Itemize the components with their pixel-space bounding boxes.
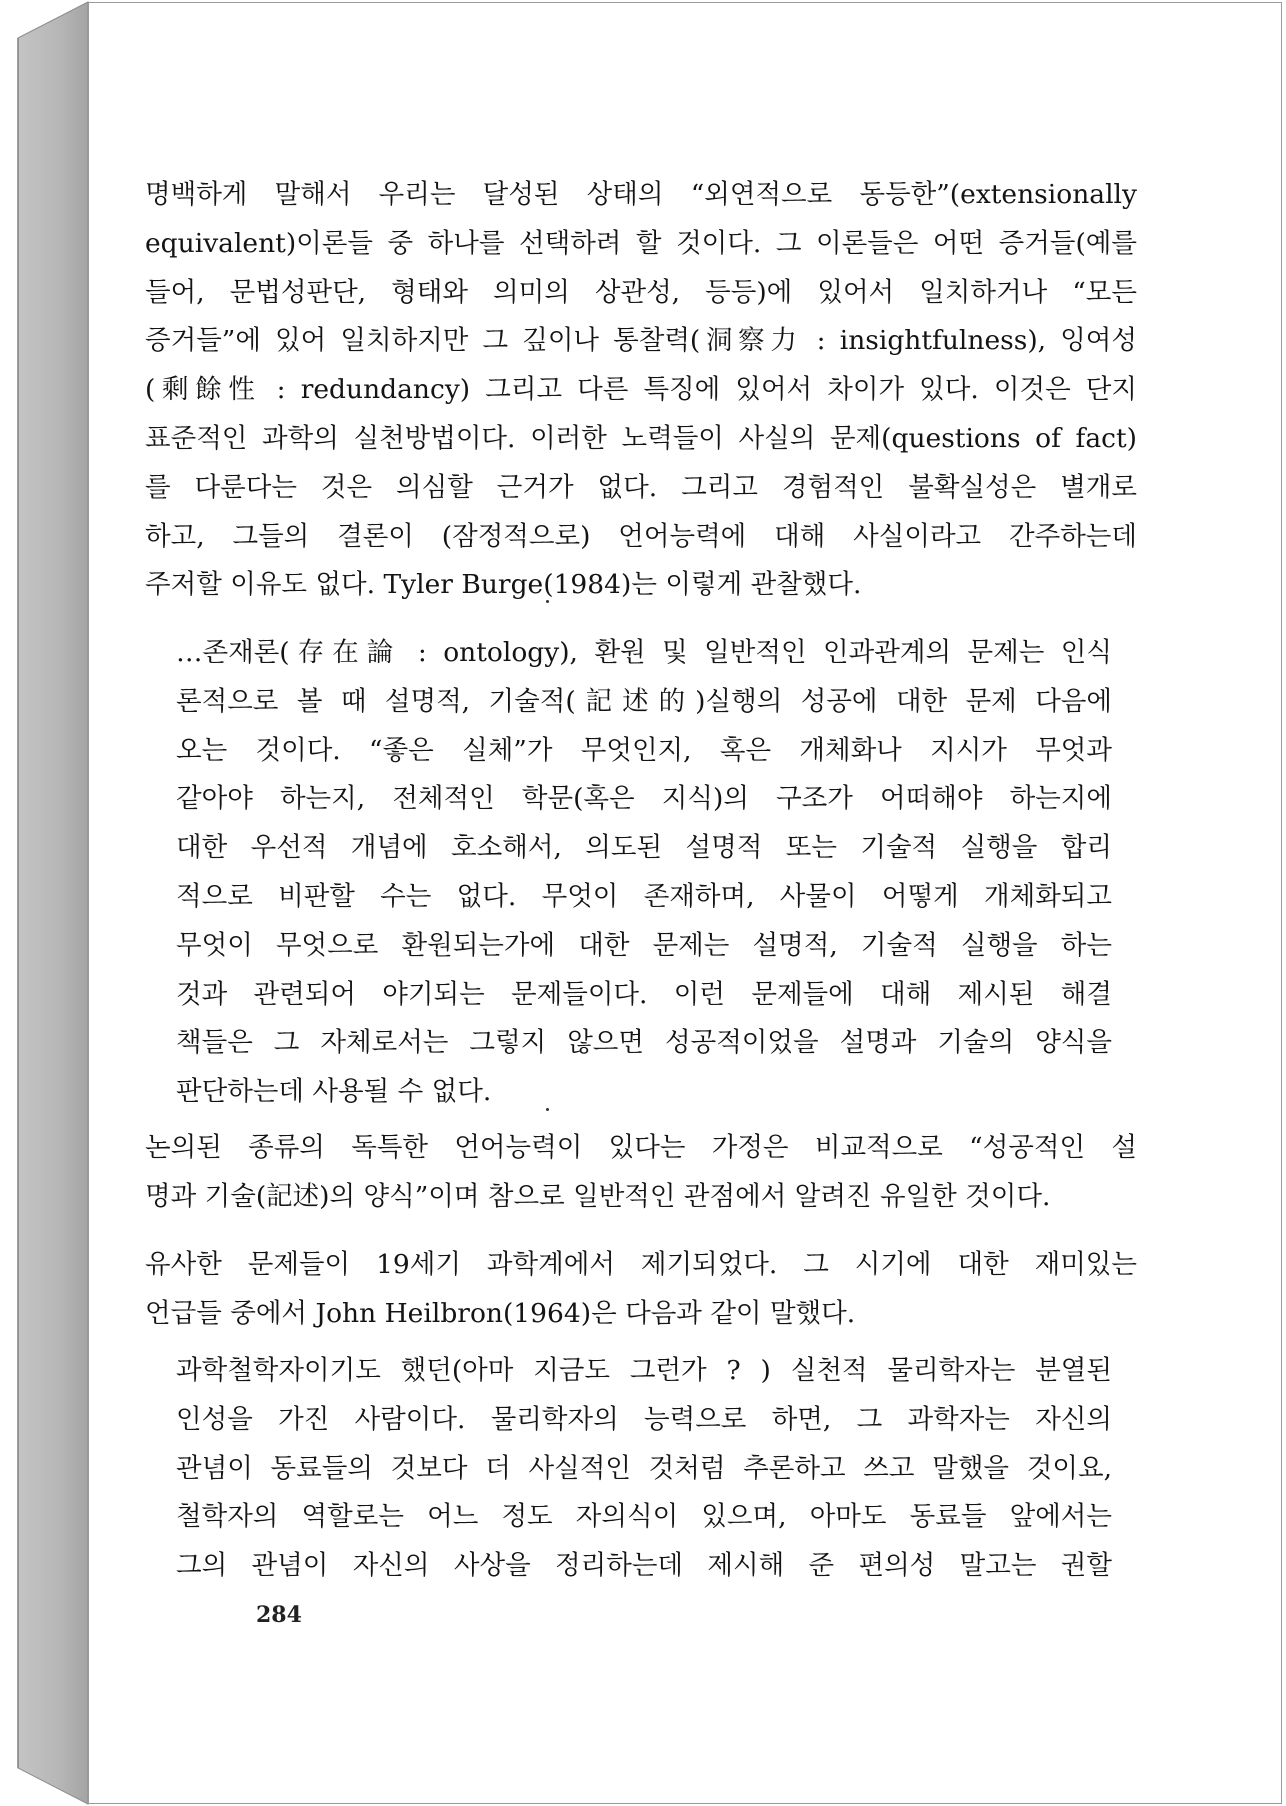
text-line: 오는 것이다. “좋은 실체”가 무엇인지, 혹은 개체화나 지시가 무엇과 (176, 734, 1112, 766)
text-line: 판단하는데 사용될 수 없다. (176, 1076, 492, 1108)
text-line: 것과 관련되어 야기되는 문제들이다. 이런 문제들에 대해 제시된 해결 (176, 978, 1112, 1010)
paragraph-3 (145, 1241, 1137, 1339)
text-line: 하고, 그들의 결론이 (잠정적으로) 언어능력에 대해 사실이라고 간주하는데 (145, 520, 1137, 552)
text-line: 주저할 이유도 없다. Tyler Burge(1984)는 이렇게 관찰했다. (145, 569, 862, 601)
text-line: 명백하게 말해서 우리는 달성된 상태의 “외연적으로 동등한”(extensionally (145, 179, 1137, 210)
text-line: 관념이 동료들의 것보다 더 사실적인 것처럼 추론하고 쓰고 말했을 것이요, (176, 1452, 1112, 1484)
text-line: (剩餘性 : redundancy) 그리고 다른 특징에 있어서 차이가 있다. 이것은 단지 (145, 374, 1137, 406)
text-line: 증거들”에 있어 일치하지만 그 깊이나 통찰력(洞察力 : insightfulness), 잉여성 (145, 325, 1137, 357)
stray-mark (546, 1108, 549, 1111)
text-line: 유사한 문제들이 19세기 과학계에서 제기되었다. 그 시기에 대한 재미있는 (145, 1249, 1137, 1280)
paragraph-2 (145, 1124, 1137, 1222)
text-line: 명과 기술(記述)의 양식”이며 참으로 일반적인 관점에서 알려진 유일한 것이다. (145, 1180, 1051, 1212)
text-line: 인성을 가진 사람이다. 물리학자의 능력으로 하면, 그 과학자는 자신의 (176, 1403, 1112, 1435)
page-number: 284 (256, 1602, 302, 1628)
text-line: 논의된 종류의 독특한 언어능력이 있다는 가정은 비교적으로 “성공적인 설 (145, 1132, 1137, 1163)
text-line: 과학철학자이기도 했던(아마 지금도 그런가 ? ) 실천적 물리학자는 분열된 (176, 1355, 1112, 1386)
text-line: 대한 우선적 개념에 호소해서, 의도된 설명적 또는 기술적 실행을 합리 (176, 832, 1112, 864)
text-line: 들어, 문법성판단, 형태와 의미의 상관성, 등등)에 있어서 일치하거나 “모든 (145, 276, 1137, 308)
text-line: 무엇이 무엇으로 환원되는가에 대한 문제는 설명적, 기술적 실행을 하는 (176, 929, 1112, 961)
text-line: equivalent)이론들 중 하나를 선택하려 할 것이다. 그 이론들은 어떤 증거들(예를 (145, 227, 1137, 259)
text-line: 그의 관념이 자신의 사상을 정리하는데 제시해 준 편의성 말고는 권할 (176, 1550, 1112, 1582)
paragraph-1 (145, 171, 1137, 610)
text-line: 표준적인 과학의 실천방법이다. 이러한 노력들이 사실의 문제(questions of fact) (145, 422, 1137, 454)
text-line: …존재론(存在論 : ontology), 환원 및 일반적인 인과관계의 문제는 인식 (176, 637, 1112, 668)
text-line: 책들은 그 자체로서는 그렇지 않으면 성공적이었을 설명과 기술의 양식을 (176, 1027, 1112, 1059)
text-line: 론적으로 볼 때 설명적, 기술적(記述的)실행의 성공에 대한 문제 다음에 (176, 685, 1112, 717)
text-line: 를 다룬다는 것은 의심할 근거가 없다. 그리고 경험적인 불확실성은 별개로 (145, 471, 1137, 503)
text-line: 적으로 비판할 수는 없다. 무엇이 존재하며, 사물이 어떻게 개체화되고 (176, 880, 1112, 912)
stray-mark (546, 600, 549, 603)
block-quote-1 (176, 629, 1112, 1117)
text-line: 철학자의 역할로는 어느 정도 자의식이 있으며, 아마도 동료들 앞에서는 (176, 1501, 1112, 1533)
text-line: 같아야 하는지, 전체적인 학문(혹은 지식)의 구조가 어떠해야 하는지에 (176, 783, 1112, 815)
block-quote-2 (176, 1347, 1112, 1591)
text-line: 언급들 중에서 John Heilbron(1964)은 다음과 같이 말했다. (145, 1297, 856, 1329)
